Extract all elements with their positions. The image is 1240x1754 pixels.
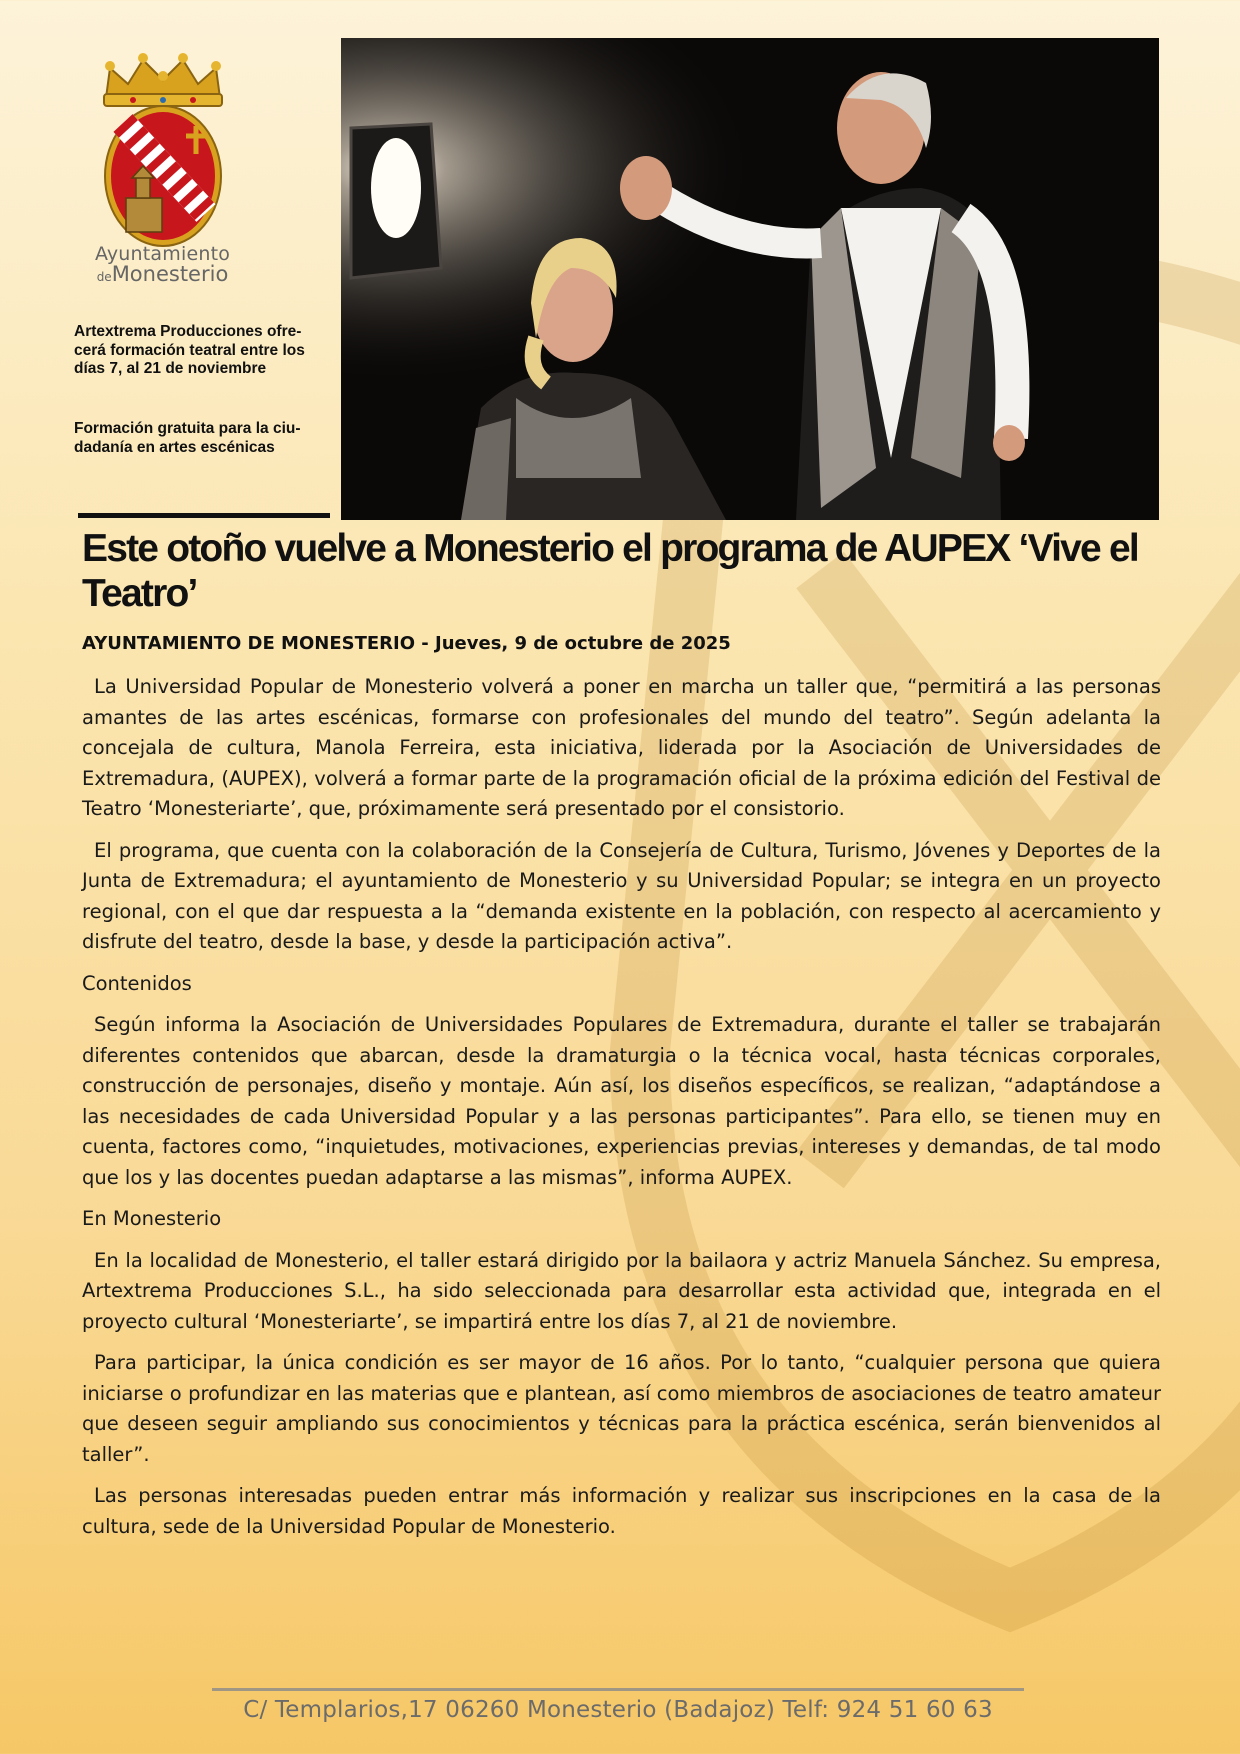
paragraph-5: Para participar, la única condición es ser mayor de 16 años. Por lo tanto, “cualquier persona que quiera iniciarse o profundizar en las materias que e plantean, así como miembros de asociaciones de teatro amateur que deseen seguir ampliando sus conocimientos y técnicas para la práctica escénica, serán bienvenidos al taller”.: [82, 1351, 1161, 1466]
paragraph-2: El programa, que cuenta con la colaboración de la Consejería de Cultura, Turismo, Jóvenes y Deportes de la Junta de Extremadura; el ayuntamiento de Monesterio y su Universidad Popular; se integra en un proyecto regional, con el que dar respuesta a la “demanda existente en la población, con respecto al acercamiento y disfrute del teatro, desde la base, y desde la participación activa”.: [82, 838, 1161, 953]
crown-icon: [104, 53, 222, 106]
sidebar-summary-2: Formación gratuita para la ciu-dadanía en artes escénicas: [74, 420, 301, 456]
article-byline: AYUNTAMIENTO DE MONESTERIO - Jueves, 9 de octubre de 2025: [82, 633, 731, 654]
municipality-name: [80, 244, 245, 287]
theatre-photo: [341, 38, 1159, 520]
logo-line-1: Ayuntamiento: [94, 243, 231, 265]
paragraph-3: Según informa la Asociación de Universidades Populares de Extremadura, durante el taller se trabajarán diferentes contenidos que abarcan, desde la dramaturgia o la técnica vocal, hasta técnicas corporales, construcción de personajes, diseño y montaje. Aún así, los diseños específicos, se realizan, “adaptándose a las necesidades de cada Universidad Popular y a las personas participantes”. Para ello, se tienen muy en cuenta, factores como, “inquietudes, motivaciones, experiencias previas, intereses y demandas, de tal modo que los y las docentes puedan adaptarse a las mismas”, informa AUPEX.: [82, 1013, 1161, 1189]
sidebar-summary-1: Artextrema Producciones ofre-cerá formación teatral entre los días 7, al 21 de noviembre: [74, 323, 305, 377]
section-heading-contenidos: Contenidos: [82, 971, 192, 995]
shield-icon: [105, 106, 221, 246]
paragraph-1: La Universidad Popular de Monesterio volverá a poner en marcha un taller que, “permitirá a las personas amantes de las artes escénicas, formarse con profesionales del mundo del teatro”. Según adelanta la concejala de cultura, Manola Ferreira, esta iniciativa, liderada por la Asociación de Universidades de Extremadura, (AUPEX), volverá a formar parte de la programación oficial de la próxima edición del Festival de Teatro ‘Monesteriarte’, que, próximamente será presentado por el consistorio.: [82, 675, 1161, 820]
footer-divider: [212, 1688, 1024, 1691]
municipality-crest-logo: [88, 48, 238, 248]
spotlight-icon: [351, 124, 441, 278]
paragraph-4: En la localidad de Monesterio, el taller estará dirigido por la bailaora y actriz Manuela Sánchez. Su empresa, Artextrema Producciones S.L., ha sido seleccionada para desarrollar esta actividad que, integrada en el proyecto cultural ‘Monesteriarte’, se impartirá entre los días 7, al 21 de noviembre.: [82, 1248, 1161, 1333]
article-headline: Este otoño vuelve a Monesterio el programa de AUPEX ‘Vive el Teatro’: [82, 527, 1138, 615]
article-body: [82, 672, 1161, 1553]
logo-line-2: deMonesterio: [96, 262, 229, 286]
paragraph-6: Las personas interesadas pueden entrar más información y realizar sus inscripciones en la casa de la cultura, sede de la Universidad Popular de Monesterio.: [82, 1484, 1161, 1538]
divider: [78, 513, 330, 518]
footer-address: C/ Templarios,17 06260 Monesterio (Badajoz) Telf: 924 51 60 63: [243, 1697, 993, 1723]
section-heading-en-monesterio: En Monesterio: [82, 1207, 222, 1230]
